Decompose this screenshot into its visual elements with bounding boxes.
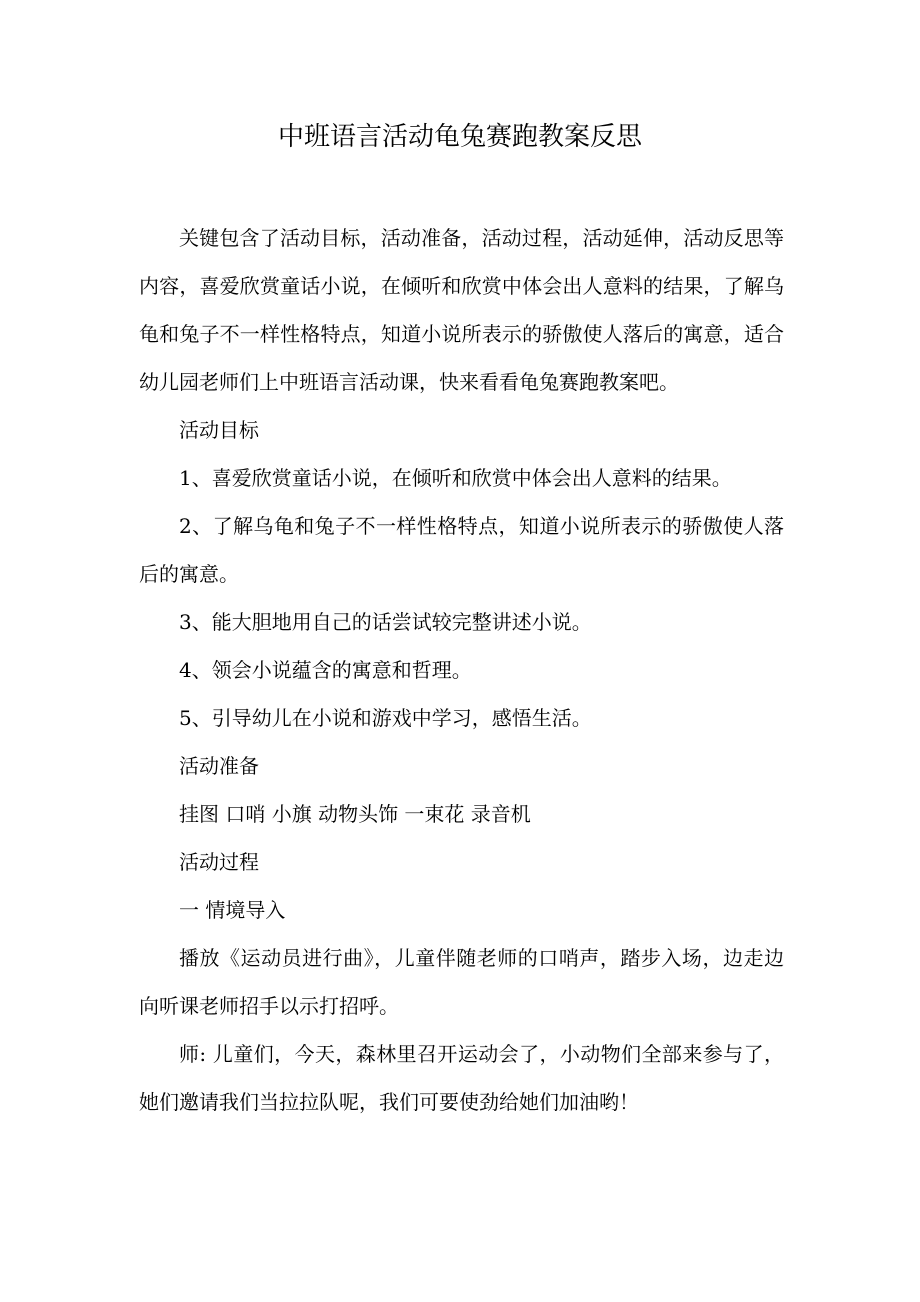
- materials-list: 挂图 口哨 小旗 动物头饰 一束花 录音机: [179, 802, 531, 826]
- document-title: 中班语言活动龟兔赛跑教案反思: [277, 122, 642, 152]
- section-heading-process: 活动过程: [179, 850, 259, 874]
- goal-item-2: 2、了解乌龟和兔子不一样性格特点，知道小说所表示的骄傲使人落后的寓意。: [139, 514, 784, 586]
- process-paragraph-1: 播放《运动员进行曲》，儿童伴随老师的口哨声，踏步入场，边走边向听课老师招手以示打招呼。: [139, 946, 784, 1018]
- goal-item-3: 3、能大胆地用自己的话尝试较完整讲述小说。: [179, 610, 592, 634]
- process-paragraph-2: 师: 儿童们，今天，森林里召开运动会了，小动物们全部来参与了，她们邀请我们当拉拉队呢，我们可要使劲给她们加油哟！: [139, 1042, 784, 1114]
- goal-item-5: 5、引导幼儿在小说和游戏中学习，感悟生活。: [179, 706, 592, 730]
- intro-paragraph: 关键包含了活动目标，活动准备，活动过程，活动延伸，活动反思等内容，喜爱欣赏童话小说，在倾听和欣赏中体会出人意料的结果，了解乌龟和兔子不一样性格特点，知道小说所表示的骄傲使人落后的寓意，适合幼儿园老师们上中班语言活动课，快来看看龟兔赛跑教案吧。: [139, 226, 784, 394]
- section-heading-preparation: 活动准备: [179, 754, 259, 778]
- goal-item-4: 4、领会小说蕴含的寓意和哲理。: [179, 658, 472, 682]
- document-body: [139, 214, 784, 1126]
- section-heading-goals: 活动目标: [179, 418, 259, 442]
- goal-item-1: 1、喜爱欣赏童话小说，在倾听和欣赏中体会出人意料的结果。: [179, 466, 732, 490]
- subsection-heading-intro: 一 情境导入: [179, 898, 286, 922]
